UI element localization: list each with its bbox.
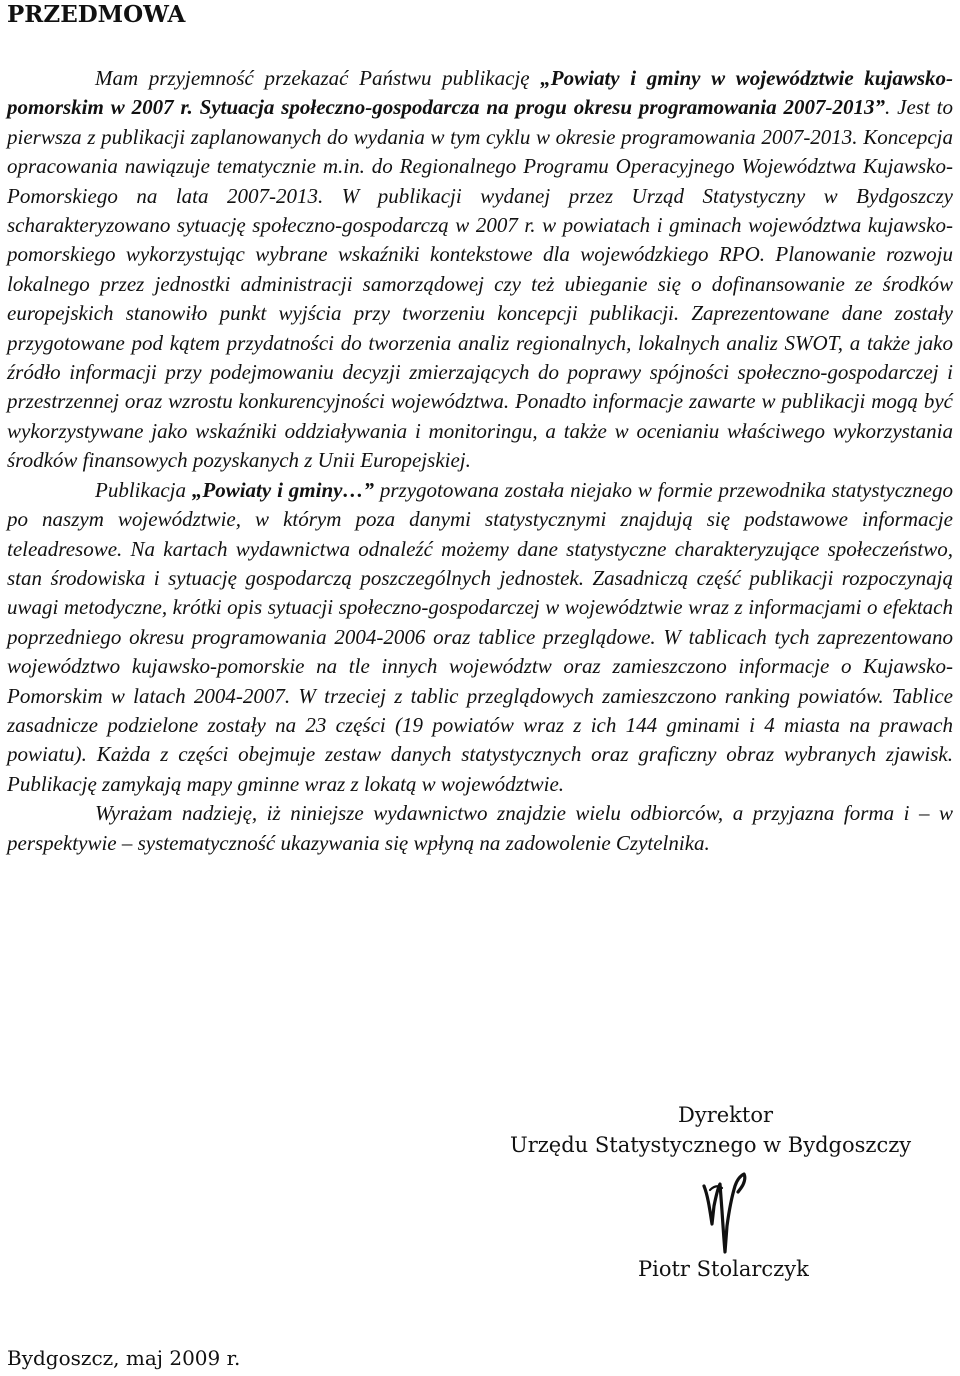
paragraph-1-intro: Mam przyjemność przekazać Państwu publikację (95, 66, 541, 90)
paragraph-3 (7, 799, 953, 858)
signatory-title: Dyrektor (678, 1103, 774, 1127)
publication-short-title: „Powiaty i gminy…” (191, 477, 374, 502)
paragraph-1 (7, 64, 953, 476)
preface-body (7, 64, 953, 858)
signatory-office: Urzędu Statystycznego w Bydgoszczy (510, 1133, 912, 1157)
paragraph-2 (7, 476, 953, 799)
paragraph-2-body: przygotowana została niejako w formie przewodnika statystycznego po naszym województwie, w którym poza danymi statystycznymi znajdują się podstawowe informacje teleadresowe. Na kartach wydawnictwa odnaleźć możemy dane statystyczne charakteryzujące społeczeństwo, stan środowiska i sytuację gospodarczą poszczególnych jednostek. Zasadniczą część publikacji rozpoczynają uwagi metodyczne, krótki opis sytuacji społeczno-gospodarczej w województwie wraz z informacjami o efektach poprzedniego okresu programowania 2004-2006 oraz tablice przeglądowe. W tablicach tych zaprezentowano województwo kujawsko-pomorskie na tle innych województw oraz zamieszczono informacje o Kujawsko-Pomorskim w latach 2004-2007. W trzeciej z tablic przeglądowych zamieszczono ranking powiatów. Tablice zasadnicze podzielone zostały na 23 części (19 powiatów wraz z ich 144 gminami i 4 miasta na prawach powiatu). Każda z części obejmuje zestaw danych statystycznych oraz graficzny obraz wybranych zjawisk. Publikację zamykają mapy gminne wraz z lokatą w województwie. (7, 477, 954, 796)
page-title: PRZEDMOWA (7, 1, 186, 28)
paragraph-1-body: . Jest to pierwsza z publikacji zaplanowanych do wydania w tym cyklu w okresie programowania 2007-2013. Koncepcja opracowania nawiązuje tematycznie m.in. do Regionalnego Programu Operacyjnego Województwa Kujawsko-Pomorskiego na lata 2007-2013. W publikacji wydanej przez Urząd Statystyczny w Bydgoszczy scharakteryzowano sytuację społeczno-gospodarczą w 2007 r. w powiatach i gminach województwa kujawsko-pomorskiego wykorzystując wybrane wskaźniki kontekstowe dla wojewódzkiego RPO. Planowanie rozwoju lokalnego przez jednostki administracji samorządowej czy też ubieganie się o dofinansowanie ze środków europejskich stanowiło punkt wyjścia przy tworzeniu koncepcji publikacji. Zaprezentowane dane zostały przygotowane pod kątem przydatności do tworzenia analiz regionalnych, lokalnych analiz SWOT, a także jako źródło informacji przy podejmowaniu decyzji zmierzających do poprawy spójności społeczno-gospodarczej i przestrzennej oraz wzrostu konkurencyjności województwa. Ponadto informacje zawarte w publikacji mogą być wykorzystywane jako wskaźniki oddziaływania i monitoringu, a także w ocenianiu właściwego wykorzystania środków finansowych pozyskanych z Unii Europejskiej. (7, 95, 954, 473)
place-and-date: Bydgoszcz, maj 2009 r. (7, 1346, 241, 1370)
publication-title: „Powiaty i gminy w województwie kujawsko-pomorskim w 2007 r. Sytuacja społeczno-gospodarcza na progu okresu programowania 2007-2013” (7, 66, 953, 120)
paragraph-2-intro: Publikacja (95, 477, 192, 502)
handwritten-signature (700, 1166, 760, 1256)
signatory-name: Piotr Stolarczyk (638, 1257, 809, 1281)
paragraph-3-body: Wyrażam nadzieję, iż niniejsze wydawnictwo znajdzie wielu odbiorców, a przyjazna forma i – w perspektywie – systematyczność ukazywania się wpłyną na zadowolenie Czytelnika. (7, 801, 953, 855)
